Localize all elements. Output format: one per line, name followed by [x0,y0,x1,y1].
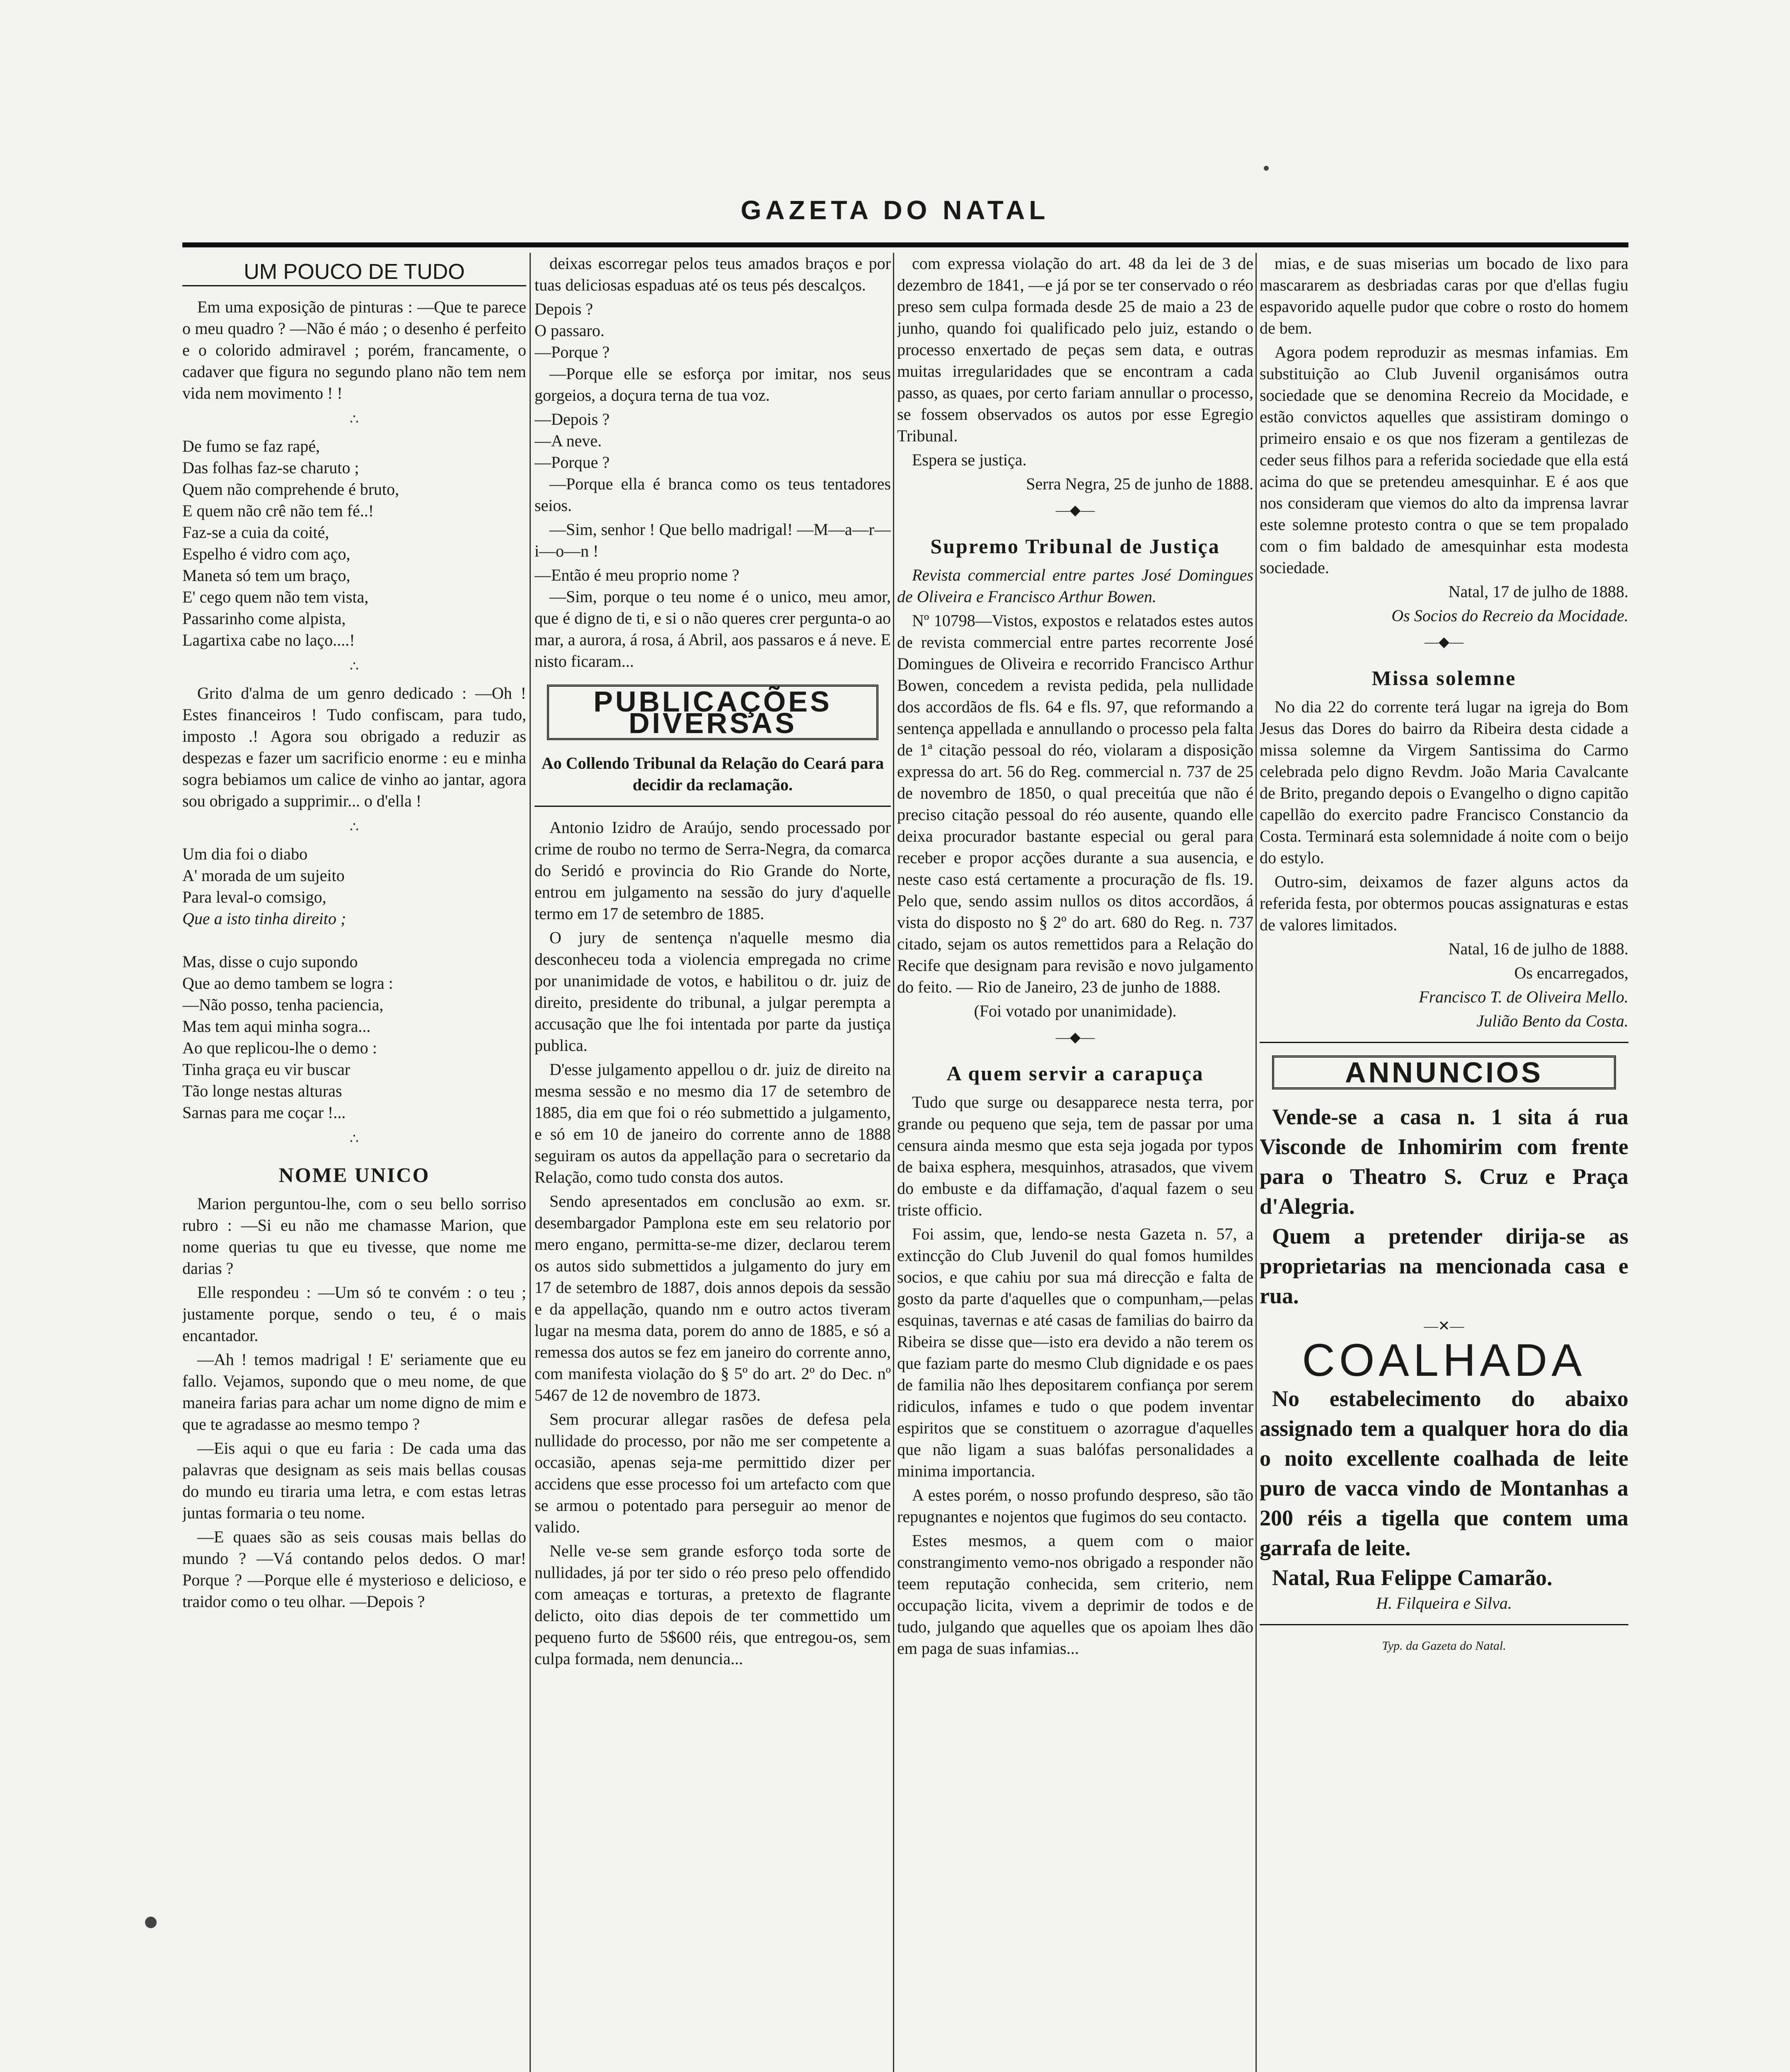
ornament-separator: —◆— [1055,1030,1095,1045]
paragraph: A estes porém, o nosso profundo despreso, são tão repugnantes e nojentos que fugimos do seu contacto. [897,1486,1253,1526]
paragraph: Outro-sim, deixamos de fazer alguns actos da referida festa, por obtermos poucas assignaturas e estas de valores limitados. [1260,872,1628,934]
divider [1260,1042,1628,1043]
paragraph: com expressa violação do art. 48 da lei de 3 de dezembro de 1841, —e já por se ter conservado o réo preso sem culpa formada desde 25 de maio a 23 de junho, quando foi qualificado pelo juiz, estando o processo enxertado de peças sem data, e outras muitas irregularidades que se encontram a cada passo, as quaes, por certo fariam annullar o processo, se fossem observados os autos por esse Egregio Tribunal. [897,254,1253,445]
column-1 [182,253,526,2072]
article-heading: A quem servir a carapuça [946,1062,1204,1085]
paragraph: mias, e de suas miserias um bocado de lixo para mascararem as desbriadas caras por que d'ellas fugiu espavorido aquelle pudor que cobre o rosto do homem de bem. [1260,254,1628,337]
signature: Os Socios do Recreio da Mocidade. [1391,606,1628,625]
section-box-title: ANNUNCIOS [1272,1055,1616,1089]
signature: Francisco T. de Oliveira Mello. [1419,988,1628,1006]
article-heading: Missa solemne [1372,666,1517,690]
ornament-separator: ∴ [350,659,359,674]
section-box-title: PUBLICAÇÕES DIVERSAS [547,685,878,740]
dialogue-line: —Porque ? [535,343,610,361]
imprint: Typ. da Gazeta do Natal. [1382,1639,1506,1653]
paragraph: —E quaes são as seis cousas mais bellas do mundo ? —Vá contando pelos dedos. O mar! Porque ? —Porque elle é mysterioso e delicioso, e traidor como o teu olhar. —Depois ? [182,1527,526,1611]
ornament-separator: ∴ [350,412,359,427]
dialogue-line: —Sim, senhor ! Que bello madrigal! —M—a—r—i—o—n ! [535,520,891,560]
verse-line: Tinha graça eu vir buscar [182,1060,351,1079]
subheading: Revista commercial entre partes José Domingues de Oliveira e Francisco Arthur Bowen. [897,566,1253,606]
dialogue-line: —Então é meu proprio nome ? [535,566,740,584]
paragraph: Grito d'alma de um genro dedicado : —Oh ! Estes financeiros ! Tudo confiscam, para tudo, imposto .! Agora sou obrigado a reduzir as despezas e fazer um sacrificio enorme : eu e minha sogra bebiamos um calice de vinho ao jantar, agora sou obrigado a supprimir... o d'ella ! [182,684,526,810]
dateline: Natal, 16 de julho de 1888. [1448,939,1628,958]
verse-line: Para leval-o comsigo, [182,888,327,906]
column-divider [530,253,531,2072]
paragraph: Estes mesmos, a quem com o maior constrangimento vemo-nos obrigado a responder não teem reputação conhecida, sem criterio, nem occupação licita, vivem a deprimir de todos e de tudo, julgando que aquelles que os apoiam lhes dão em paga de suas infamias... [897,1531,1253,1658]
verse-line: —Não posso, tenha paciencia, [182,995,384,1014]
dialogue-line: —Sim, porque o teu nome é o unico, meu amor, que é digno de ti, e si o não queres crer pergunta-o ao mar, a aurora, á rosa, á Abril, aos passaros e á neve. E nisto ficaram... [535,587,891,670]
signature: H. Filqueira e Silva. [1376,1594,1512,1612]
masthead: GAZETA DO NATAL [740,195,1050,225]
paragraph: Nº 10798—Vistos, expostos e relatados estes autos de revista commercial entre partes recorrente José Domingues de Oliveira e recorrido Francisco Arthur Bowen, concedem a revista pedida, pela nullidade dos accordãos de fls. 64 e fls. 97, que reformando a sentença appellada e annullando o processo pela falta de 1ª citação pessoal do réo, violaram a disposição expressa do art. 56 do Reg. commercial n. 737 de 25 de novembro de 1850, o qual preceitúa que não é preciso citação pessoal do réo ausente, quando elle deixa procurador bastante especial ou geral para receber e propor acções durante a sua ausencia, e neste caso está certamente a procuração de fls. 19. Pelo que, sendo assim nullos os ditos accordãos, á vista do disposto no § 2º do art. 680 do Reg. n. 737 citado, sejam os autos remettidos para a Relação do Recife que designam para revisão e novo julgamento do feito. — Rio de Janeiro, 23 de junho de 1888. [897,611,1253,996]
paragraph: —Ah ! temos madrigal ! E' seriamente que eu fallo. Vejamos, supondo que o meu nome, de que maneira farias para achar um nome digno de mim e que te agradasse ao mesmo tempo ? [182,1350,526,1433]
ornament-separator: ∴ [350,820,359,835]
verse-line: Maneta só tem um braço, [182,566,351,585]
paragraph: No dia 22 do corrente terá lugar na igreja do Bom Jesus das Dores do bairro da Ribeira desta cidade a missa solemne da Virgem Santissima do Carmo celebrada pelo digno Revdm. João Maria Cavalcante de Brito, pregando depois o Evangelho o digno capitão capellão do exercito padre Francisco Constancio da Costa. Terminará esta solemnidade á noite com o beijo do estylo. [1260,697,1628,867]
paragraph: Nelle ve-se sem grande esforço toda sorte de nullidades, já por ter sido o réo preso pelo offendido com ameaças e torturas, a pretexto de flagrante delicto, oito dias depois de ter commettido um pequeno furto de 5$600 réis, que entregou-os, sem culpa formada, nem denuncia... [535,1542,891,1668]
verse-line: Espelho é vidro com aço, [182,545,351,563]
paragraph: Em uma exposição de pinturas : —Que te parece o meu quadro ? —Não é máo ; o desenho é perfeito e o colorido admiravel ; porém, francamente, o cadaver que figura no segundo plano não tem nem vida nem movimento ! ! [182,298,526,402]
paragraph: Sem procurar allegar rasões de defesa pela nullidade do processo, por não me ser competente a occasião, apenas seja-me permittido dizer per accidens que esse processo foi um artefacto com que se armou o potentado para perseguir ao menor de valido. [535,1410,891,1536]
verse [182,843,526,1123]
column-2 [535,253,891,2072]
paragraph: —Eis aqui o que eu faria : De cada uma das palavras que designam as seis mais bellas cousas do mundo eu tiraria uma letra, e com estas letras juntas formaria o teu nome. [182,1439,526,1522]
divider [1260,1624,1628,1625]
paragraph: Antonio Izidro de Araújo, sendo processado por crime de roubo no termo de Serra-Negra, da comarca do Seridó e provincia do Rio Grande do Norte, entrou em julgamento na sessão do jury d'aquelle termo em 17 de setembro de 1885. [535,818,891,923]
paragraph: Foi assim, que, lendo-se nesta Gazeta n. 57, a extincção do Club Juvenil do qual fomos humildes socios, e que cahiu por sua má direcção e falta de gosto da parte d'aquelles que o compunham,—pelas esquinas, tavernas e até casas de familias do bairro da Ribeira se disse que—isto era devido a não terem os que faziam parte do mesmo Club dignidade e os paes de familia não lhes depositarem confiança por serem ridiculos, infames e tudo o que podem inventar espiritos que se constituem o azorrague d'aquelles que não ligam a suas balófas personalidades a minima importancia. [897,1225,1253,1480]
verse-line: Mas tem aqui minha sogra... [182,1017,371,1036]
paragraph: Espera se justiça. [912,450,1027,469]
verse-line: Um dia foi o diabo [182,845,308,863]
article-heading: Supremo Tribunal de Justiça [930,535,1220,558]
ornament-separator: —◆— [1424,634,1464,650]
verse-line: Das folhas faz-se charuto ; [182,458,359,477]
section-title: UM POUCO DE TUDO [182,261,526,286]
verse-line: Que a isto tinha direito ; [182,909,346,928]
verse-line: Faz-se a cuia da coité, [182,523,329,542]
ad-text: No estabelecimento do abaixo assignado tem a qualquer hora do dia o noito excellente coalhada de leite puro de vacca vindo de Montanhas a 200 réis a tigella que contem uma garrafa de leite. [1260,1386,1628,1560]
ornament-separator: ∴ [350,1131,359,1147]
ornament-separator: —✕— [1424,1319,1464,1334]
ad-text: Quem a pretender dirija-se as proprietarias na mencionada casa e rua. [1260,1224,1628,1308]
verse-line: De fumo se faz rapé, [182,437,320,455]
verse-line: Que ao demo tambem se logra : [182,974,393,992]
verse-line: A' morada de um sujeito [182,866,345,885]
paragraph: D'esse julgamento appellou o dr. juiz de direito na mesma sessão e no mesmo dia 17 de setembro de 1885, dia em que foi o réo submettido a julgamento, e só em 10 de janeiro do corrente anno de 1888 seguiram os autos da appellação para o secretario da Relação, como tudo consta dos autos. [535,1060,891,1186]
verse-line: Passarinho come alpista, [182,609,346,628]
verse-line: Mas, disse o cujo supondo [182,952,358,971]
column-4 [1260,253,1628,2072]
paragraph: deixas escorregar pelos teus amados braços e por tuas deliciosas espaduas até os teus pés descalços. [535,254,891,294]
dateline: Natal, 17 de julho de 1888. [1448,582,1628,601]
article-heading: NOME UNICO [278,1163,430,1186]
column-3 [897,253,1253,2072]
paragraph: Elle respondeu : —Um só te convém : o teu ; justamente porque, sendo o teu, é o mais encantador. [182,1283,526,1345]
ink-spot [1264,166,1269,171]
divider [535,806,891,807]
article-heading: Ao Collendo Tribunal da Relação do Ceará para decidir da reclamação. [541,754,884,794]
dialogue-line: Depois ? [535,300,593,318]
verse-line: Sarnas para me coçar !... [182,1103,346,1122]
ad-text: Vende-se a casa n. 1 sita á rua Visconde de Inhomirim com frente para o Theatro S. Cruz e Praça d'Alegria. [1260,1104,1628,1219]
verse [182,436,526,651]
dateline: Serra Negra, 25 de junho de 1888. [1026,474,1253,493]
ad-text: Natal, Rua Felippe Camarão. [1272,1565,1553,1590]
signature: Julião Bento da Costa. [1476,1012,1628,1030]
dialogue-line: —Porque ? [535,453,610,472]
verse-line: E quem não crê não tem fé..! [182,501,374,520]
top-rule [182,242,1628,247]
column-divider [893,253,894,2072]
verse-line: E' cego quem não tem vista, [182,588,369,606]
signature: Os encarregados, [1514,963,1628,982]
dialogue-line: —Porque elle se esforça por imitar, nos seus gorgeios, a doçura terna de tua voz. [535,364,891,404]
verse-line: Ao que replicou-lhe o demo : [182,1038,377,1057]
ad-title: COALHADA [1302,1335,1586,1386]
column-divider [1255,253,1257,2072]
paragraph: Tudo que surge ou desapparece nesta terra, por grande ou pequeno que seja, tem de passar por uma censura ainda mesmo que esta seja jogada por typos de baixa esphera, mesquinhos, atrasados, que vivem do embuste e da diffamação, d'aqual fazem o seu triste officio. [897,1093,1253,1219]
dialogue-line: —Porque ella é branca como os teus tentadores seios. [535,474,891,515]
ink-spot [145,1917,157,1928]
verse-line: Lagartixa cabe no laço....! [182,631,355,649]
advertisement [1260,1384,1628,1593]
verse-line: Tão longe nestas alturas [182,1082,342,1100]
dialogue-line: —A neve. [535,431,602,450]
paragraph: (Foi votado por unanimidade). [974,1002,1177,1020]
verse-line: Quem não comprehende é bruto, [182,480,399,499]
dialogue-line: —Depois ? [535,410,610,428]
advertisement [1260,1102,1628,1311]
paragraph: Marion perguntou-lhe, com o seu bello sorriso rubro : —Si eu não me chamasse Marion, que nome querias tu que eu tivesse, que nome me darias ? [182,1194,526,1278]
paragraph: Agora podem reproduzir as mesmas infamias. Em substituição ao Club Juvenil organisámos outra sociedade que se denomina Recreio da Mocidade, e estão convictos aquelles que assistiram domingo o primeiro ensaio e os que nos fizeram a gentilezas de ceder seus filhos para a referida sociedade que ella está acima do que se pretendeu amesquinhar. E é aos que nos consideram que viemos do alto da imprensa lavrar este solemne protesto contra o que se tem propalado com o fim baldado de amesquinhar esta modesta sociedade. [1260,343,1628,577]
paragraph: O jury de sentença n'aquelle mesmo dia desconheceu toda a violencia empregada no crime por unanimidade de votos, e habilitou o dr. juiz de direito, presidente do tribunal, a julgar perempta a accusação que lhe foi intentada por parte da justiça publica. [535,928,891,1055]
dialogue-line: O passaro. [535,321,605,340]
ornament-separator: —◆— [1055,503,1095,518]
paragraph: Sendo apresentados em conclusão ao exm. sr. desembargador Pamplona este em seu relatorio por mero engano, permitta-se-me dizer, declarou terem os autos sido submettidos a julgamento do jury em 17 de setembro de 1887, dois annos depois da sessão e da appellação, quando nm e outro actos tiveram lugar na mesma data, porem do anno de 1885, e só a remessa dos autos se fez em janeiro do corrente anno, com manifesta violação do § 5º do art. 2º do Dec. nº 5467 de 12 de novembro de 1873. [535,1192,891,1404]
